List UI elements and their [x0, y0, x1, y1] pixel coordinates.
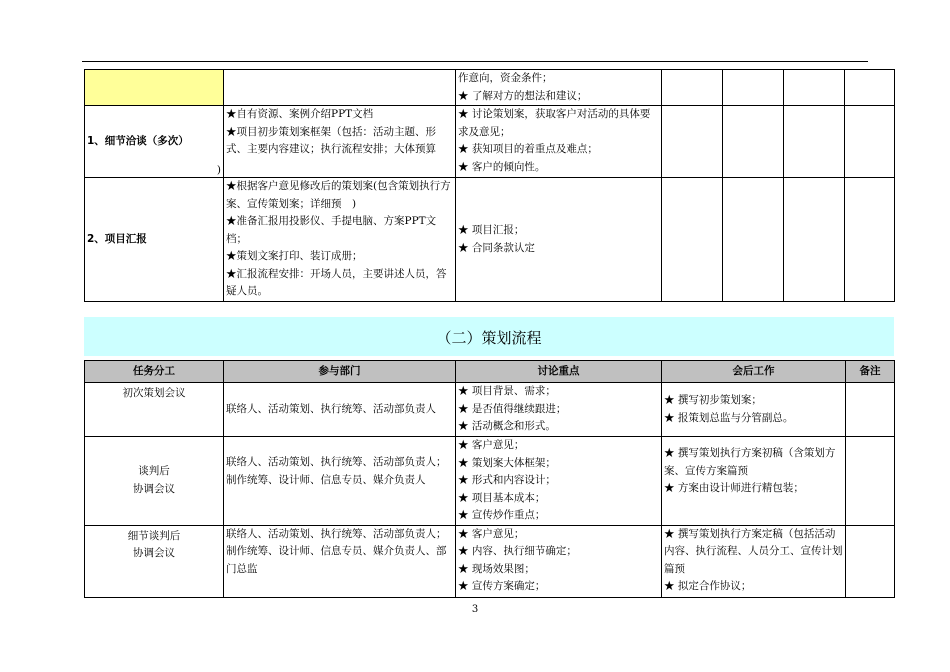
- header-work: 会后工作: [662, 361, 846, 383]
- dept-cell: 联络人、活动策划、执行统筹、活动部负责人；制作统筹、设计师、信息专员、媒介负责人、部门总监: [224, 525, 456, 597]
- points-cell: ★ 客户意见； ★ 策划案大体框架； ★ 形式和内容设计； ★ 项目基本成本； ★ 宣传炒作重点；: [456, 437, 662, 526]
- highlight-cell: [85, 70, 224, 106]
- discussion-cell: 作意向，资金条件； ★ 了解对方的想法和建议；: [456, 70, 662, 106]
- header-dept: 参与部门: [224, 361, 456, 383]
- table-header-row: [85, 361, 895, 383]
- remarks-cell: [846, 383, 895, 437]
- discussion-cell: ★ 项目汇报； ★ 合同条款认定: [456, 178, 662, 302]
- header-rule: [82, 61, 868, 62]
- table-row: [85, 178, 895, 302]
- page-number: 3: [471, 604, 479, 615]
- table-row: [85, 383, 895, 437]
- task-cell: 2、项目汇报: [85, 178, 224, 302]
- points-cell: ★ 项目背景、需求； ★ 是否值得继续跟进； ★ 活动概念和形式。: [456, 383, 662, 437]
- task-cell: 细节谈判后 协调会议: [85, 525, 224, 597]
- points-cell: ★ 客户意见； ★ 内容、执行细节确定； ★ 现场效果图； ★ 宣传方案确定；: [456, 525, 662, 597]
- materials-cell: ★自有资源、案例介绍PPT文档 ★项目初步策划案框架（包括：活动主题、形式、主要内容建议；执行流程安排；大体预算: [224, 106, 456, 178]
- work-cell: ★ 撰写初步策划案； ★ 报策划总监与分管副总。: [662, 383, 846, 437]
- dept-cell: 联络人、活动策划、执行统筹、活动部负责人；制作统筹、设计师、信息专员、媒介负责人: [224, 437, 456, 526]
- table-row: [85, 437, 895, 526]
- remarks-cell: [846, 525, 895, 597]
- table-row: [85, 525, 895, 597]
- section-title: （二）策划流程: [84, 317, 894, 356]
- task-cell: 初次策划会议: [85, 383, 224, 437]
- task-cell: 1、细节洽谈（多次） ): [85, 106, 224, 178]
- discussion-cell: ★ 讨论策划案，获取客户对活动的具体要求及意见； ★ 获知项目的着重点及难点； ★ 客户的倾向性。: [456, 106, 662, 178]
- negotiation-table: [84, 69, 895, 302]
- remarks-cell: [846, 437, 895, 526]
- table-row: [85, 106, 895, 178]
- materials-cell: ★根据客户意见修改后的策划案(包含策划执行方案、宣传策划案；详细预 ) ★准备汇报用投影仪、手提电脑、方案PPT文档； ★策划文案打印、装订成册； ★汇报流程安排：开场人员，主要讲述人员，答疑人员。: [224, 178, 456, 302]
- header-remarks: 备注: [846, 361, 895, 383]
- task-cell: 谈判后 协调会议: [85, 437, 224, 526]
- work-cell: ★ 撰写策划执行方案定稿（包括活动内容、执行流程、人员分工、宣传计划篇预 ★ 拟定合作协议；: [662, 525, 846, 597]
- work-cell: ★ 撰写策划执行方案初稿（含策划方案、宣传方案篇预 ★ 方案由设计师进行精包装；: [662, 437, 846, 526]
- header-task: 任务分工: [85, 361, 224, 383]
- header-points: 讨论重点: [456, 361, 662, 383]
- table-row: [85, 70, 895, 106]
- planning-process-table: [84, 360, 895, 598]
- dept-cell: 联络人、活动策划、执行统筹、活动部负责人: [224, 383, 456, 437]
